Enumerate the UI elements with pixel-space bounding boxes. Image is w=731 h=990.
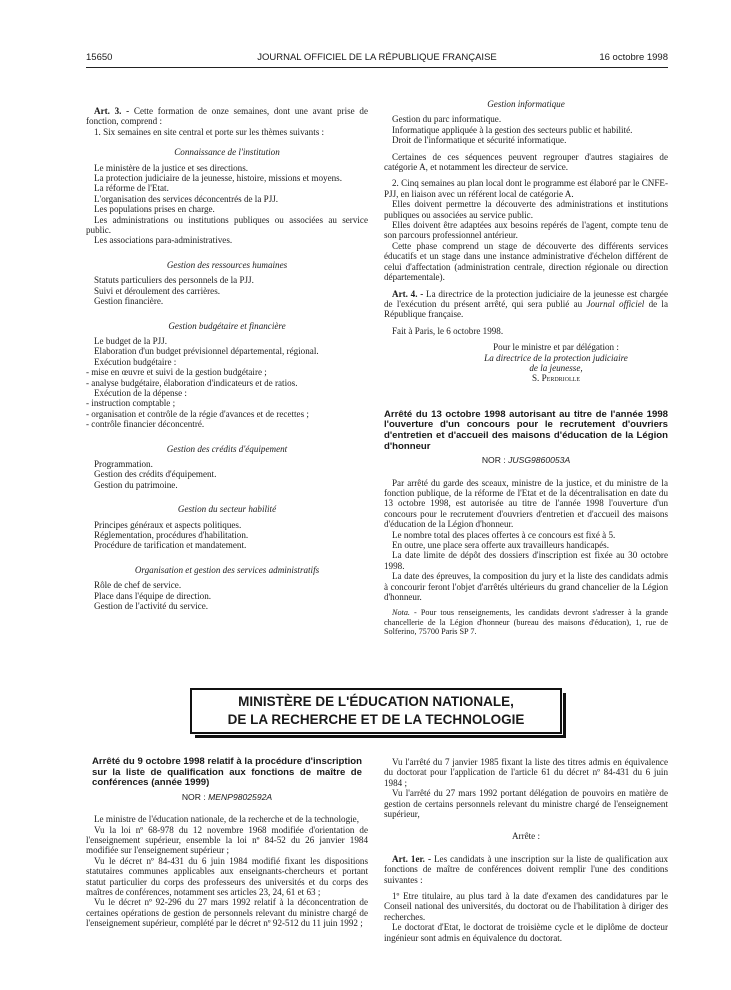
heading-budget: Gestion budgétaire et financière [168,320,286,331]
list-item: - instruction comptable ; [86,398,176,409]
list-item: Gestion financière. [94,296,164,307]
list-item: Informatique appliquée à la gestion des secteurs public et habilité. [392,124,633,135]
nor-label: NOR : [481,455,509,466]
nor-line [86,792,368,802]
list-item: Gestion de l'activité du service. [94,601,209,612]
list-item: Gestion du parc informatique. [392,114,502,125]
list-item: Gestion des crédits d'équipement. [94,469,217,480]
paragraph: Le nombre total des places offertes à ce concours est fixé à 5. [392,529,616,540]
list-item: Les administrations ou institutions publiques ou associées au service public. [86,214,368,236]
nor-code: JUSG9860053A [508,455,571,466]
paragraph: Vu le décret nº 84-431 du 6 juin 1984 modifié fixant les dispositions statutaires communes applicables aux enseignants-chercheurs et portant statut particulier du corps des professeurs des universités et du corps des maîtres de conférences, notamment ses articles 23, 24, 61 et 63 ; [86,855,368,898]
paragraph: Vu l'arrêté du 7 janvier 1985 fixant la liste des titres admis en équivalence du doctorat pour l'application de l'article 61 du décret nº 84-431 du 6 juin 1984 ; [384,757,668,788]
paragraph: Elles doivent permettre la découverte des administrations et institutions publiques ou associées au service public. [384,199,668,220]
arrete-title-qualification: Arrêté du 9 octobre 1998 relatif à la procédure d'inscription sur la liste de qualification aux fonctions de maître de conférences (année 1999) [92,756,362,789]
paragraph: Cette phase comprend un stage de découverte des différents services éducatifs et un stage dans une instance administrative d'échelon différent de celui d'affectation (administration centrale, direction régionale ou direction départementale). [384,240,668,283]
art4-text: La directrice de la protection judiciaire de la jeunesse est chargée de l'exécution du présent arrêté, qui sera publié au [384,288,668,309]
list-item: Réglementation, procédures d'habilitation. [94,530,249,540]
list-item: L'organisation des services déconcentrés de la PJJ. [94,193,279,204]
article-4 [384,289,668,320]
list-item: - contrôle financier déconcentré. [86,419,205,430]
publication-date: 16 octobre 1998 [599,52,668,63]
heading-habilite: Gestion du secteur habilité [177,504,277,515]
paragraph: Vu le décret nº 92-296 du 27 mars 1992 relatif à la déconcentration de certaines opérations de gestion de personnels relevant du ministre chargé de l'enseignement supérieur, complété par le décret nº 92-512 du 11 juin 1992 ; [86,897,368,929]
list-item: - organisation et contrôle de la régie d'avances et de recettes ; [86,408,309,419]
heading-orga: Organisation et gestion des services administratifs [134,564,320,575]
nota [384,608,668,636]
heading-credits: Gestion des crédits d'équipement [166,443,288,454]
condition-1: 1º Etre titulaire, au plus tard à la date d'examen des candidatures par le Conseil national des universités, du doctorat ou de l'habilitation à diriger des recherches. [384,891,668,922]
list-item: Rôle de chef de service. [94,580,182,591]
list-item: Le ministère de la justice et ses directions. [94,162,249,173]
item-1: 1. Six semaines en site central et porte sur les thèmes suivants : [94,126,325,137]
list-item: Droit de l'informatique et sécurité informatique. [392,135,567,146]
ministry-banner [190,688,562,734]
paragraph: Le ministre de l'éducation nationale, de la recherche et de la technologie, [94,814,359,825]
nor-code: MENP9802592A [208,791,273,802]
list-item: Programmation. [94,458,153,469]
art1-text: Les candidats à une inscription sur la liste de qualification aux fonctions de maître de conférences doivent remplir l'une des conditions suivantes : [384,853,669,885]
list-item: Place dans l'équipe de direction. [94,590,212,601]
nota-text: Pour tous renseignements, les candidats devront s'adresser à la grande chancellerie de la Légion d'honneur (bureau des maisons d'éducation), 1, rue de Solferino, 75700 Paris SP 7. [384,608,668,637]
paragraph: Elles doivent être adaptées aux besoins repérés de l'agent, compte tenu de son parcours professionnel antérieur. [384,220,668,241]
nota-label: Nota. - [392,608,417,618]
heading-institution: Connaissance de l'institution [174,147,280,158]
list-item: Exécution de la dépense : [94,387,187,398]
heading-rh: Gestion des ressources humaines [166,259,288,270]
paragraph: Vu l'arrêté du 27 mars 1992 portant délégation de pouvoirs en matière de gestion de certains personnels relevant du ministre chargé de l'enseignement supérieur, [384,788,668,820]
list-item: Procédure de tarification et mandatement. [94,540,247,551]
art3-label: Art. 3. - [94,106,130,116]
paragraph: Vu la loi nº 68-978 du 12 novembre 1968 modifiée d'orientation de l'enseignement supérieur, ensemble la loi nº 84-52 du 26 janvier 1984 modifiée sur l'enseignement supérieur ; [86,824,368,856]
list-item: - analyse budgétaire, élaboration d'indicateurs et de ratios. [86,377,298,388]
paragraph: 2. Cinq semaines au plan local dont le programme est élaboré par le CNFE-PJJ, en liaison avec un référent local de catégorie A. [384,178,668,199]
header-rule [86,67,668,68]
list-item: Exécution budgétaire : [94,356,177,367]
left-column [86,106,368,611]
right-column [384,99,668,637]
art4-end: de la République française. [384,298,668,320]
article-1 [384,854,668,885]
fait-a-paris: Fait à Paris, le 6 octobre 1998. [392,325,504,336]
bottom-right-column [384,757,668,943]
list-item: Les associations para-administratives. [94,235,233,246]
delegation-line: Pour le ministre et par délégation : [493,342,619,353]
list-item: Les populations prises en charge. [94,204,215,215]
journal-ref: Journal officiel [586,298,645,309]
list-item: Suivi et déroulement des carrières. [94,285,221,296]
list-item: Elaboration d'un budget prévisionnel départemental, régional. [94,346,319,357]
heading-info: Gestion informatique [487,99,565,109]
ministry-line-2: DE LA RECHERCHE ET DE LA TECHNOLOGIE [227,712,525,727]
signatory-title-2: de la jeunesse, [529,362,583,373]
paragraph: La date limite de dépôt des dossiers d'inscription est fixée au 30 octobre 1998. [384,550,668,571]
condition-2: Le doctorat d'Etat, le doctorat de troisième cycle et le diplôme de docteur ingénieur sont admis en équivalence du doctorat. [384,922,668,943]
paragraph: La date des épreuves, la composition du jury et la liste des candidats admis à concourir feront l'objet d'arrêtés ultérieurs du grand chancelier de la Légion d'honneur. [384,571,668,602]
signatory-name: S. Perdriolle [532,373,580,384]
list-item: - mise en œuvre et suivi de la gestion budgétaire ; [86,367,267,378]
list-item: Gestion du patrimoine. [94,479,178,490]
list-item: Statuts particuliers des personnels de la PJJ. [94,275,254,286]
ministry-line-1: MINISTÈRE DE L'ÉDUCATION NATIONALE, [238,694,514,709]
list-item: La réforme de l'Etat. [94,183,169,194]
article-3 [86,106,368,127]
arrete-label: Arrête : [511,831,541,842]
art3-text: Cette formation de onze semaines, dont une avant prise de fonction, comprend : [86,106,368,127]
paragraph: Par arrêté du garde des sceaux, ministre de la justice, et du ministre de la fonction publique, de la réforme de l'Etat et de la décentralisation en date du 13 octobre 1998, est autorisée au titre de l'année 1998 l'ouverture d'un concours pour le recrutement d'ouvriers d'entretien et d'accueil des maisons d'éducation de la Légion d'honneur. [384,477,668,530]
list-item: Principes généraux et aspects politiques. [94,519,242,530]
bottom-left-column [86,757,368,929]
nor-label: NOR : [181,791,209,802]
page-header [86,52,668,66]
paragraph: En outre, une place sera offerte aux travailleurs handicapés. [392,539,609,550]
paragraph: Certaines de ces séquences peuvent regrouper d'autres stagiaires de catégorie A, et notamment les directeur de service. [384,151,668,173]
list-item: Le budget de la PJJ. [94,335,167,346]
nor-line [384,455,668,465]
art1-label: Art. 1er. - [392,853,431,864]
arrete-title-concours: Arrêté du 13 octobre 1998 autorisant au titre de l'année 1998 l'ouverture d'un concours pour le recrutement d'ouvriers d'entretien et d'accueil des maisons d'éducation de la Légion d'honneur [384,408,668,452]
journal-title: JOURNAL OFFICIEL DE LA RÉPUBLIQUE FRANÇAISE [257,52,497,63]
art4-label: Art. 4. - [392,288,424,299]
list-item: La protection judiciaire de la jeunesse, histoire, missions et moyens. [94,173,342,184]
signatory-title-1: La directrice de la protection judiciaire [484,352,628,363]
page-number: 15650 [86,52,113,63]
